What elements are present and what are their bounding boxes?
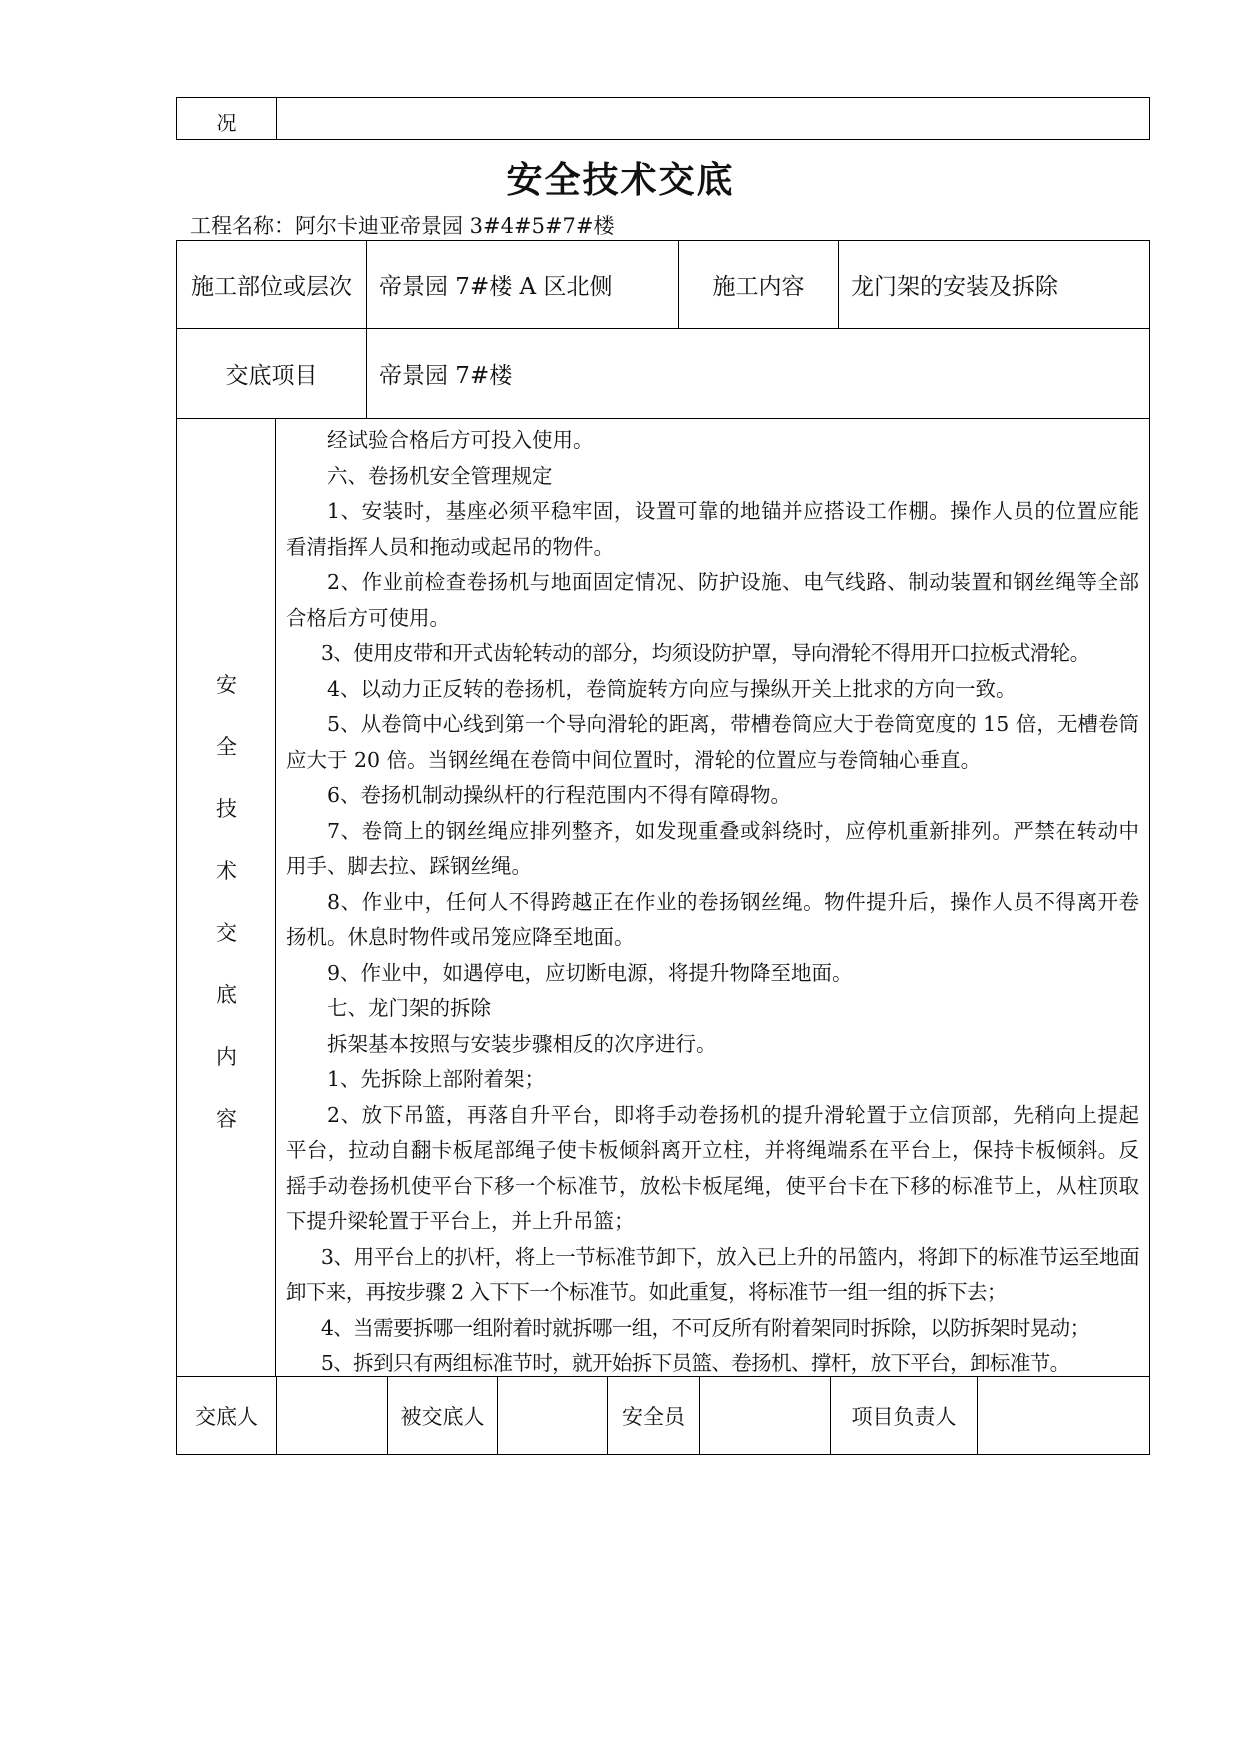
content-paragraph: 8、作业中，任何人不得跨越正在作业的卷扬钢丝绳。物件提升后，操作人员不得离开卷扬机。休息时物件或吊笼应降至地面。 bbox=[286, 889, 1139, 949]
section-label-vertical bbox=[177, 419, 276, 1376]
content-paragraph: 1、先拆除上部附着架； bbox=[327, 1067, 546, 1091]
section-label-char: 内 bbox=[216, 1045, 237, 1069]
part-value: 帝景园 7#楼 A 区北侧 bbox=[366, 241, 678, 328]
receiver-label: 被交底人 bbox=[387, 1377, 497, 1454]
disclosure-content bbox=[276, 419, 1149, 1376]
project-lead-label: 项目负责人 bbox=[830, 1377, 977, 1454]
safety-officer-signature-field[interactable] bbox=[699, 1377, 830, 1454]
content-paragraph: 9、作业中，如遇停电，应切断电源，将提升物降至地面。 bbox=[327, 960, 853, 985]
table-row-content bbox=[177, 419, 1149, 1377]
previous-table-label: 况 bbox=[177, 98, 277, 139]
document-title: 安全技术交底 bbox=[506, 159, 735, 201]
table-row-signatures bbox=[177, 1377, 1149, 1454]
discloser-label: 交底人 bbox=[195, 1404, 258, 1429]
content-paragraph: 1、安装时，基座必须平稳牢固，设置可靠的地锚并应搭设工作棚。操作人员的位置应能看清指挥人员和拖动或起吊的物件。 bbox=[286, 499, 1139, 559]
content-label: 施工内容 bbox=[678, 241, 838, 328]
receiver-signature-field[interactable] bbox=[497, 1377, 607, 1454]
content-heading: 六、卷扬机安全管理规定 bbox=[327, 463, 553, 488]
project-name: 工程名称：阿尔卡迪亚帝景园 3#4#5#7#楼 bbox=[190, 214, 615, 238]
project-lead-signature-field[interactable] bbox=[977, 1377, 1149, 1454]
previous-table-fragment bbox=[176, 97, 1150, 140]
content-paragraph: 5、拆到只有两组标准节时，就开始拆下员篮、卷扬机、撑杆，放下平台，卸标准节。 bbox=[320, 1351, 1070, 1375]
safety-officer-label: 安全员 bbox=[607, 1377, 699, 1454]
content-paragraph: 7、卷筒上的钢丝绳应排列整齐，如发现重叠或斜绕时，应停机重新排列。严禁在转动中用手、脚去拉、踩钢丝绳。 bbox=[286, 818, 1139, 878]
item-label: 交底项目 bbox=[225, 363, 318, 389]
item-value: 帝景园 7#楼 bbox=[366, 329, 1149, 418]
content-paragraph: 2、作业前检查卷扬机与地面固定情况、防护设施、电气线路、制动装置和钢丝绳等全部合格后方可使用。 bbox=[286, 570, 1139, 630]
content-paragraph: 2、放下吊篮，再落自升平台，即将手动卷扬机的提升滑轮置于立信顶部，先稍向上提起平台，拉动自翻卡板尾部绳子使卡板倾斜离开立柱，并将绳端系在平台上，保持卡板倾斜。反摇手动卷扬机使平台下移一个标准节，放松卡板尾绳，使平台卡在下移的标准节上，从柱顶取下提升梁轮置于平台上，并上升吊篮； bbox=[286, 1102, 1139, 1233]
content-paragraph: 4、当需要拆哪一组附着时就拆哪一组，不可反所有附着架同时拆除，以防拆架时晃动； bbox=[320, 1315, 1090, 1340]
part-label: 施工部位或层次 bbox=[191, 274, 352, 300]
disclosure-table bbox=[176, 240, 1150, 1455]
section-label-char: 安 bbox=[216, 673, 237, 697]
discloser-signature-field[interactable] bbox=[276, 1377, 387, 1454]
table-row-construction-part bbox=[177, 241, 1149, 329]
section-label-char: 术 bbox=[216, 859, 237, 883]
content-paragraph: 4、以动力正反转的卷扬机，卷筒旋转方向应与操纵开关上批求的方向一致。 bbox=[327, 676, 1017, 701]
section-label-char: 技 bbox=[216, 797, 237, 821]
content-value: 龙门架的安装及拆除 bbox=[838, 241, 1149, 328]
content-paragraph: 3、使用皮带和开式齿轮转动的部分，均须设防护罩，导向滑轮不得用开口拉板式滑轮。 bbox=[320, 641, 1090, 665]
section-label-char: 全 bbox=[216, 735, 237, 759]
content-paragraph: 6、卷扬机制动操纵杆的行程范围内不得有障碍物。 bbox=[327, 783, 792, 807]
section-label-char: 交 bbox=[216, 921, 237, 945]
section-label-char: 底 bbox=[216, 983, 237, 1007]
section-label-char: 容 bbox=[216, 1107, 237, 1131]
content-paragraph: 3、用平台上的扒杆，将上一节标准节卸下，放入已上升的吊篮内，将卸下的标准节运至地面卸下来，再按步骤 2 入下下一个标准节。如此重复，将标准节一组一组的拆下去； bbox=[286, 1244, 1139, 1304]
table-row-disclosure-item bbox=[177, 329, 1149, 419]
content-paragraph: 经试验合格后方可投入使用。 bbox=[327, 428, 594, 452]
content-paragraph: 5、从卷筒中心线到第一个导向滑轮的距离，带槽卷筒应大于卷筒宽度的 15 倍，无槽卷筒应大于 20 倍。当钢丝绳在卷筒中间位置时，滑轮的位置应与卷筒轴心垂直。 bbox=[286, 712, 1139, 772]
content-heading: 七、龙门架的拆除 bbox=[327, 996, 491, 1020]
content-paragraph: 拆架基本按照与安装步骤相反的次序进行。 bbox=[327, 1031, 717, 1056]
